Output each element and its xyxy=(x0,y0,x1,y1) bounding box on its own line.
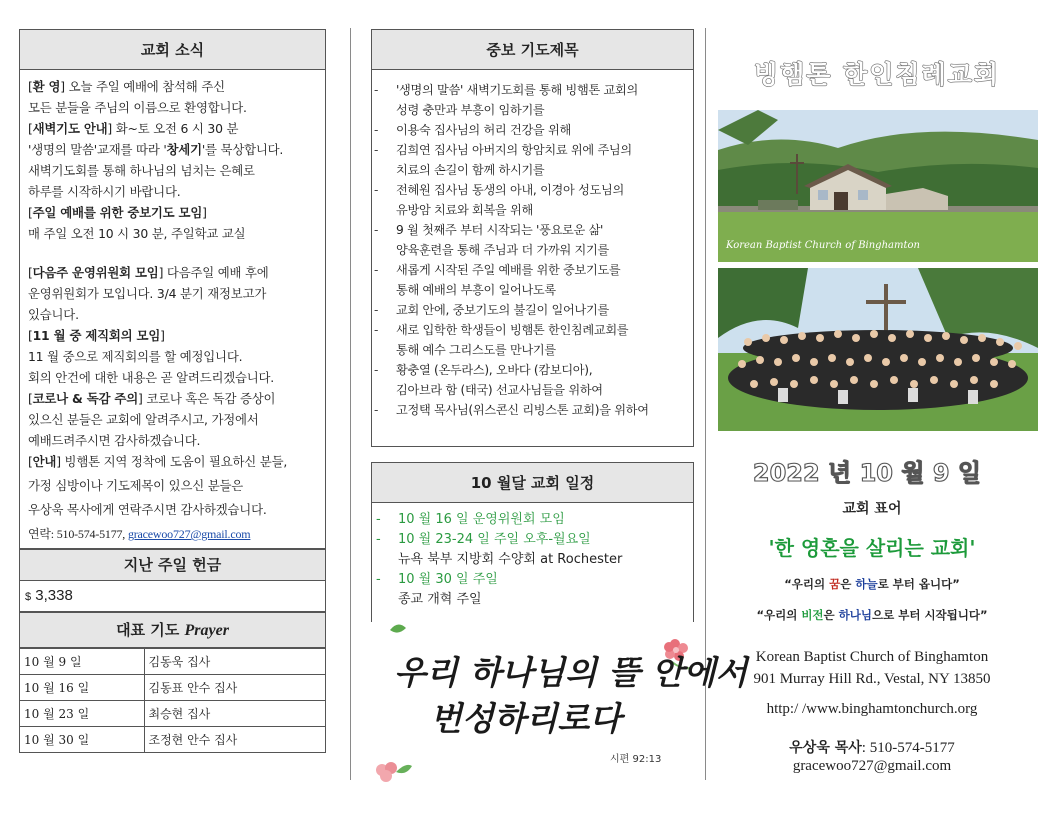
committee-tag: 다음주 운영위원회 모임 xyxy=(32,265,159,280)
prayer-leader: 김동표 안수 집사 xyxy=(144,675,325,701)
committee-text: ] 다음주일 예배 후에 xyxy=(158,265,269,280)
list-item: - 김희연 집사님 아버지의 항암치료 위에 주님의 xyxy=(396,140,687,160)
prayer-leader: 최승현 집사 xyxy=(144,701,325,727)
prayer-date: 10 월 9 일 xyxy=(20,649,144,675)
quote-text: 으로 부터 시작됩니다” xyxy=(872,608,988,622)
verse-reference: 시편 92:13 xyxy=(610,754,662,765)
prayer-date: 10 월 23 일 xyxy=(20,701,144,727)
prayer-requests-box xyxy=(371,29,694,447)
offering-box xyxy=(19,549,326,612)
list-item: - 황충열 (온두라스), 오바다 (캄보디아), xyxy=(396,360,687,380)
verse-line-1: 우리 하나님의 뜰 안에서 xyxy=(394,653,748,692)
offering-title: 지난 주일 헌금 xyxy=(20,550,325,581)
prayer-leader: 김동욱 집사 xyxy=(144,649,325,675)
quote-text: 은 xyxy=(840,577,856,591)
motto-label: 교회 표어 xyxy=(842,501,902,517)
intercession-time: 매 주일 오전 10 시 30 분, 주일학교 교실 xyxy=(28,226,246,241)
quote-highlight: 하늘 xyxy=(855,577,878,591)
pastor-contact xyxy=(717,737,1027,757)
list-item: 양육훈련을 통해 주님과 더 가까워 지기를 xyxy=(396,243,609,257)
quote-text: “우리의 xyxy=(784,577,830,591)
list-item: 치료의 손길이 함께 하시기를 xyxy=(396,163,545,177)
list-item: - 10 월 30 일 주일 xyxy=(398,570,687,590)
guide-tag: 안내 xyxy=(32,454,57,469)
currency-symbol: $ xyxy=(25,591,32,603)
covid-text-2: 있으신 분들은 교회에 알려주시고, 가정에서 xyxy=(28,412,259,427)
congregation-photo xyxy=(718,268,1038,431)
covid-tag: 코로나 & 독감 주의 xyxy=(32,391,138,406)
verse-line-2: 번성하리로다 xyxy=(430,699,622,738)
list-item: 유방암 치료와 회복을 위해 xyxy=(396,203,533,217)
dawn-prayer-text-end: '를 묵상합니다. xyxy=(201,142,284,157)
quote-highlight: 하나님 xyxy=(838,608,872,622)
dream-quote xyxy=(717,576,1027,592)
photo-caption: Korean Baptist Church of Binghamton xyxy=(726,240,920,251)
quote-text: “우리의 xyxy=(756,608,802,622)
offering-amount xyxy=(20,581,325,604)
pastor-email[interactable]: gracewoo727@gmail.com xyxy=(792,758,952,774)
church-news-title: 교회 소식 xyxy=(20,30,325,70)
covid-text: ] 코로나 혹은 독감 증상이 xyxy=(137,391,276,406)
church-name-title: 빙햄톤 한인침례교회 xyxy=(753,60,1001,89)
church-motto: '한 영혼을 살리는 교회' xyxy=(768,536,976,560)
prayer-requests-title: 중보 기도제목 xyxy=(372,30,693,70)
prayer-table xyxy=(20,648,325,753)
list-item: 종교 개혁 주일 xyxy=(398,592,482,607)
genesis-text: 창세기 xyxy=(166,142,202,157)
quote-text: 로 부터 옵니다” xyxy=(877,577,960,591)
church-address: 901 Murray Hill Rd., Vestal, NY 13850 xyxy=(753,671,991,687)
pastor-name: 우상욱 목사 xyxy=(789,740,862,756)
deacon-meeting-text: 11 월 중으로 제직회의를 할 예정입니다. xyxy=(28,349,243,364)
flower-bottom-icon xyxy=(376,762,412,782)
list-item: - 9 월 첫째주 부터 시작되는 '풍요로운 삶' xyxy=(396,220,687,240)
dawn-prayer-time: ] 화~토 오전 6 시 30 분 xyxy=(107,121,239,136)
column-divider xyxy=(350,28,351,780)
list-item: 통해 예수 그리스도를 만나기를 xyxy=(396,343,556,357)
guide-text-3: 우상욱 목사에게 연락주시면 감사하겠습니다. xyxy=(28,502,267,517)
offering-value: 3,338 xyxy=(35,587,73,604)
table-row xyxy=(20,675,325,701)
guide-text-2: 가정 심방이나 기도제목이 있으신 분들은 xyxy=(28,478,244,493)
prayer-date: 10 월 30 일 xyxy=(20,727,144,753)
schedule-list xyxy=(372,503,693,610)
table-row xyxy=(20,649,325,675)
welcome-text-2: 모든 분들을 주님의 이름으로 환영합니다. xyxy=(28,100,247,115)
list-item: - 고정택 목사님(위스콘신 리빙스톤 교회)을 위하여 xyxy=(396,400,687,420)
prayer-requests-list xyxy=(372,70,693,420)
church-full-name: Korean Baptist Church of Binghamton xyxy=(755,649,989,665)
prayer-date: 10 월 16 일 xyxy=(20,675,144,701)
covid-text-3: 예배드려주시면 감사하겠습니다. xyxy=(28,433,201,448)
vision-quote xyxy=(717,607,1027,623)
deacon-meeting-text-2: 회의 안건에 대한 내용은 곧 알려드리겠습니다. xyxy=(28,370,275,385)
table-row xyxy=(20,727,325,753)
list-item: - 교회 안에, 중보기도의 불길이 일어나기를 xyxy=(396,300,687,320)
guide-text: ] 빙햄톤 지역 정착에 도움이 필요하신 분들, xyxy=(56,454,288,469)
dawn-prayer-text-3: 새벽기도회를 통해 하나님의 넘치는 은혜로 xyxy=(28,163,255,178)
committee-text-2: 운영위원회가 모입니다. 3/4 분기 재정보고가 xyxy=(28,286,267,301)
list-item: - 새로 입학한 학생들이 빙햄톤 한인침례교회를 xyxy=(396,320,687,340)
list-item: 뉴욕 북부 지방회 수양회 at Rochester xyxy=(398,552,623,567)
list-item: - 10 월 16 일 운영위원회 모임 xyxy=(398,510,687,530)
church-news-body: [환 영] 오늘 주일 예배에 참석해 주신 모든 분들을 주님의 이름으로 환영합니다. [새벽기도 안내] 화~토 오전 6 시 30 분 '생명의 말씀'교재를 따라 '창세기'를 묵상합니다. 새벽기도회를 통해 하나님의 넘치는 은혜로 하루를 시작하시기 바랍니다. [주일 예배를 위한 중보기도 모임] 매 주일 오전 10 시 30 분, 주일학교 교실 [다음주 운영위원회 모임] 다음주일 예배 후에 운영위원회가 모입니다. 3/4 분기 재정보고가 있습니다. [11 월 중 제직회의 모임] 11 월 중으로 제직회의를 할 예정입니다. 회의 안건에 대한 내용은 곧 알려드리겠습니다. [코로나 & 독감 주의] 코로나 혹은 독감 증상이 있으신 분들은 교회에 알려주시고, 가정에서 예배드려주시면 감사하겠습니다. [안내] 빙햄톤 지역 정착에 도움이 필요하신 분들, 가정 심방이나 기도제목이 있으신 분들은 우상욱 목사에게 연락주시면 감사하겠습니다. 연락: 510-574-5177, gracewoo727@gmail.com xyxy=(20,70,325,545)
calligraphy-verse xyxy=(372,622,748,782)
list-item: - 전혜원 집사님 동생의 아내, 이경아 성도님의 xyxy=(396,180,687,200)
church-building-photo xyxy=(718,110,1038,262)
welcome-text: ] 오늘 주일 예배에 참석해 주신 xyxy=(60,79,225,94)
list-item: 성령 충만과 부흥이 임하기를 xyxy=(396,103,545,117)
october-schedule-title: 10 월달 교회 일정 xyxy=(372,463,693,503)
dawn-prayer-text-4: 하루를 시작하시기 바랍니다. xyxy=(28,184,181,199)
list-item: - 이용숙 집사님의 허리 건강을 위해 xyxy=(396,120,687,140)
church-news-box xyxy=(19,29,326,549)
prayer-schedule-title xyxy=(20,613,325,648)
leaf-icon xyxy=(390,624,406,632)
table-row xyxy=(20,701,325,727)
pastor-phone: : 510-574-5177 xyxy=(861,740,955,756)
contact-line xyxy=(28,524,319,545)
committee-text-3: 있습니다. xyxy=(28,307,79,322)
prayer-title-ko: 대표 기도 xyxy=(116,621,180,639)
prayer-schedule-box xyxy=(19,612,326,753)
deacon-meeting-tag: 11 월 중 제직회의 모임 xyxy=(32,328,161,343)
list-item: - '생명의 말씀' 새벽기도회를 통해 빙햄톤 교회의 xyxy=(396,80,687,100)
quote-text: 은 xyxy=(823,608,839,622)
list-item: - 10 월 23-24 일 주일 오후-월요일 xyxy=(398,530,687,550)
list-item: 김아브라 함 (태국) 선교사님들을 위하여 xyxy=(396,383,603,397)
welcome-tag: 환 영 xyxy=(32,79,61,94)
intercession-tag: 주일 예배를 위한 중보기도 모임 xyxy=(32,205,203,220)
october-schedule-box xyxy=(371,462,694,622)
quote-highlight: 꿈 xyxy=(829,577,841,591)
prayer-leader: 조정현 안수 집사 xyxy=(144,727,325,753)
dawn-prayer-tag: 새벽기도 안내 xyxy=(32,121,108,136)
church-website[interactable]: http:/ /www.binghamtonchurch.org xyxy=(766,701,978,717)
quote-highlight: 비전 xyxy=(801,608,824,622)
list-item: - 새롭게 시작된 주일 예배를 위한 중보기도를 xyxy=(396,260,687,280)
dawn-prayer-text: '생명의 말씀'교재를 따라 ' xyxy=(28,142,167,157)
contact-label: 연락: 510-574-5177, xyxy=(28,527,126,541)
list-item: 통해 예배의 부흥이 일어나도록 xyxy=(396,283,556,297)
prayer-title-en: Prayer xyxy=(184,622,229,639)
contact-email-link[interactable]: gracewoo727@gmail.com xyxy=(127,527,251,541)
bulletin-date: 2022 년 10 월 9 일 xyxy=(752,459,982,487)
